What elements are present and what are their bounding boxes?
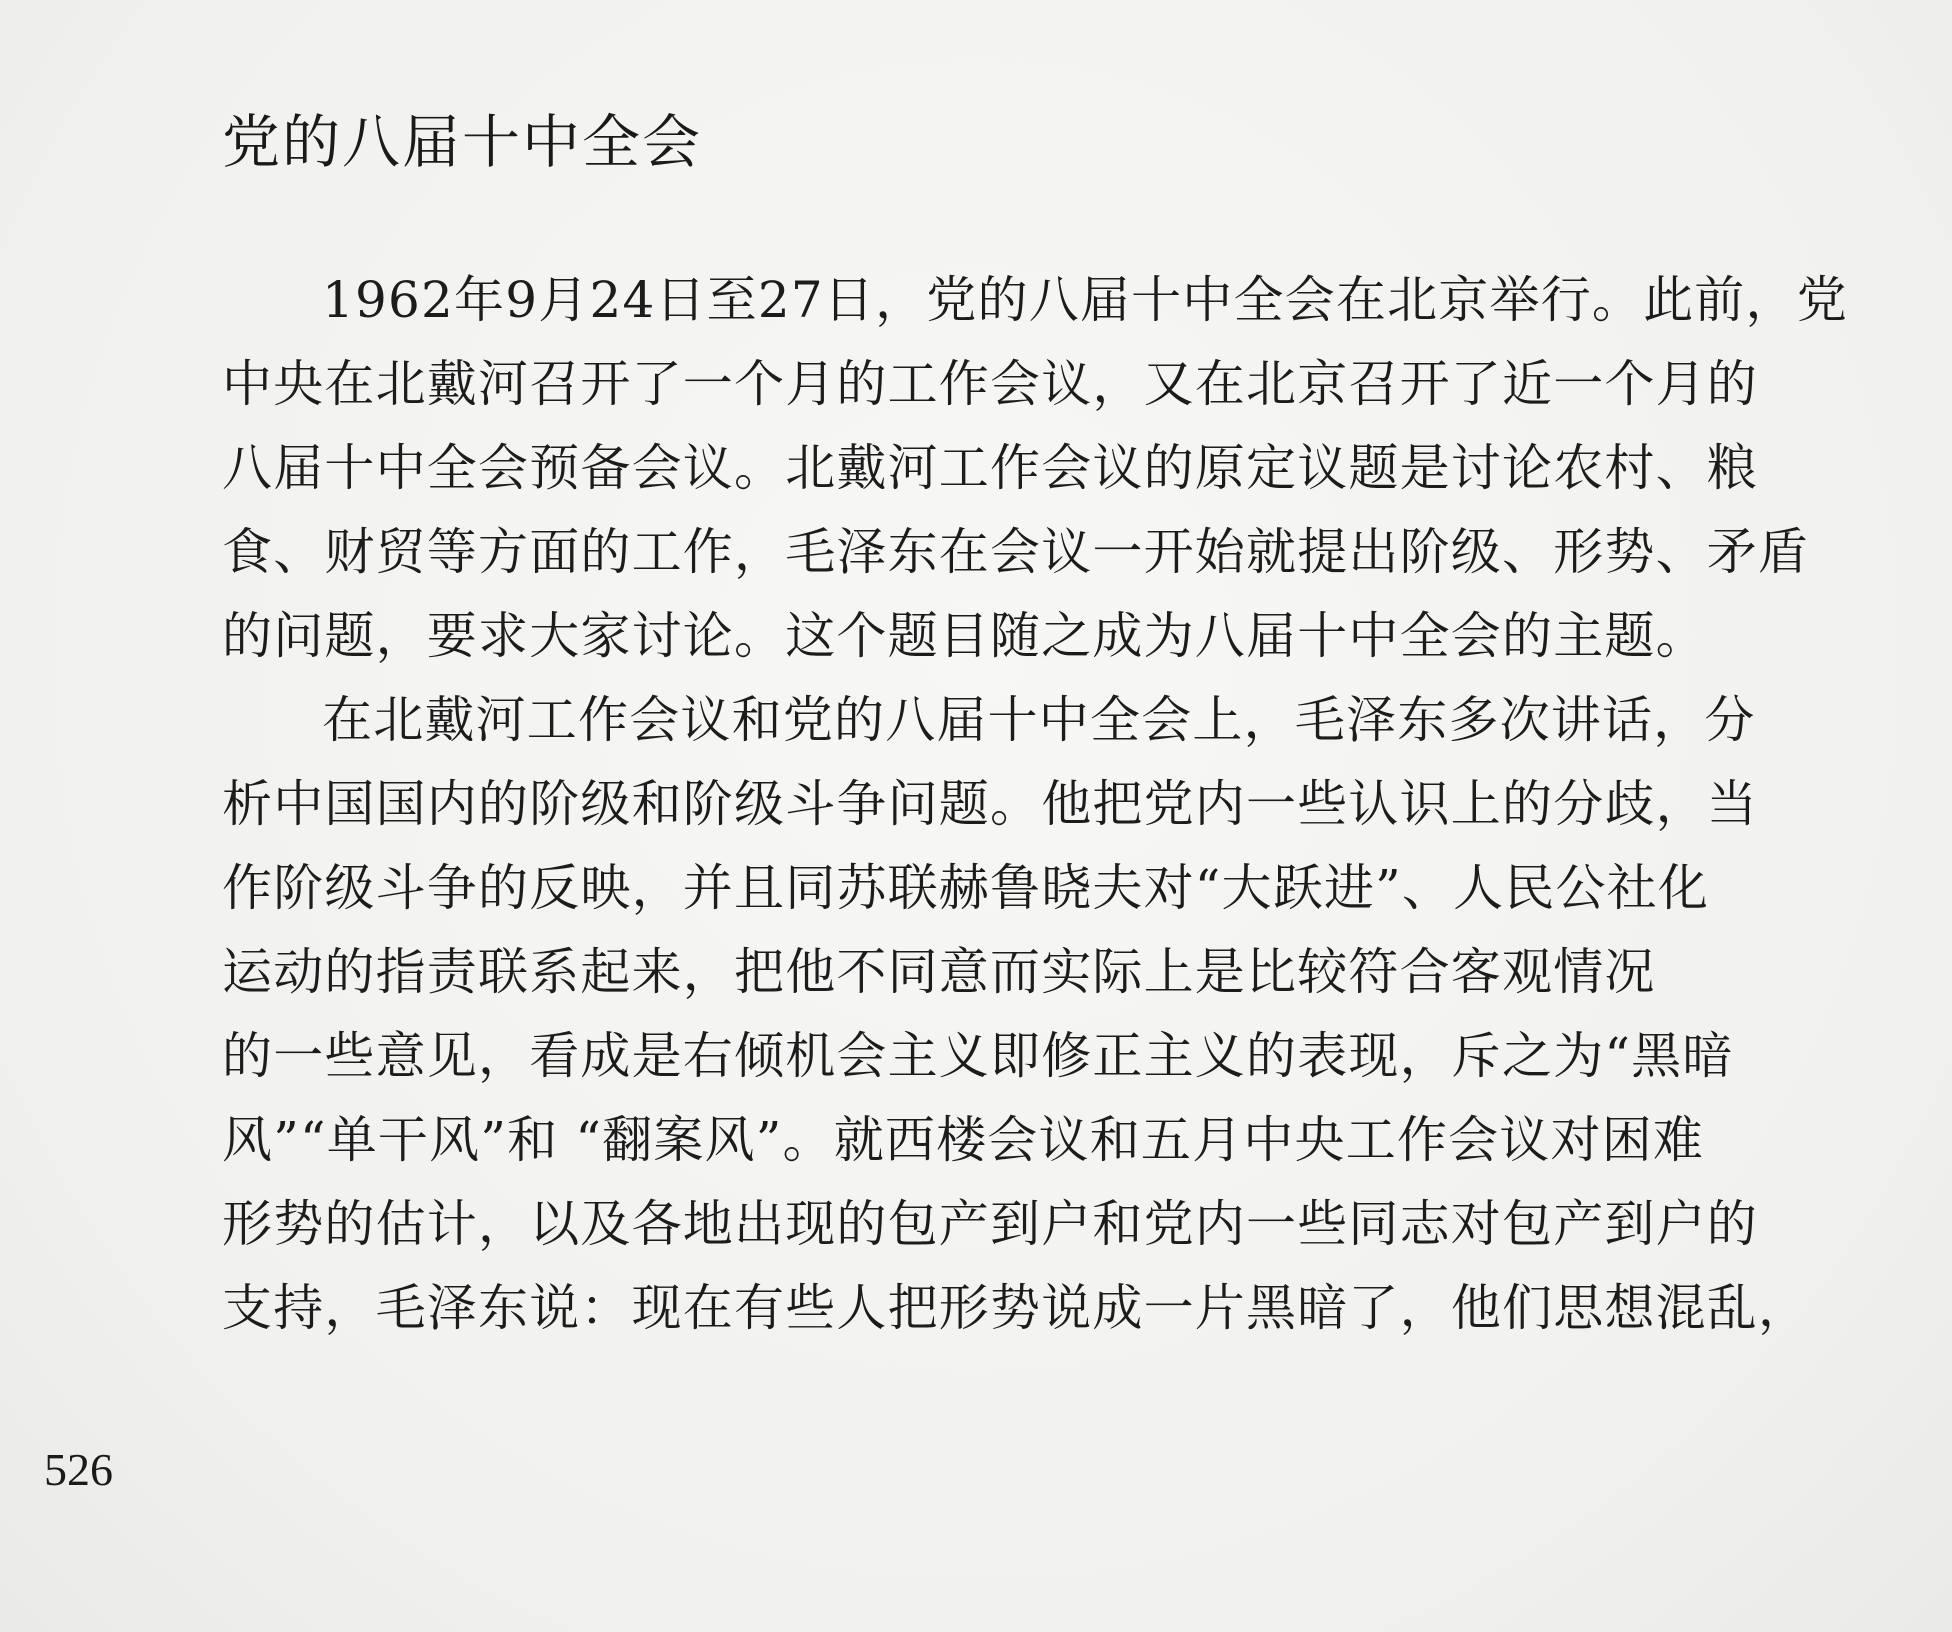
paragraph-2-line-5: 的一些意见，看成是右倾机会主义即修正主义的表现，斥之为“黑暗 [222, 1027, 1734, 1085]
paragraph-2-line-3: 作阶级斗争的反映，并且同苏联赫鲁晓夫对“大跃进”、人民公社化 [222, 859, 1710, 917]
paragraph-2-line-2: 析中国国内的阶级和阶级斗争问题。他把党内一些认识上的分歧，当 [222, 775, 1758, 833]
paragraph-1-line-1: 1962年9月24日至27日，党的八届十中全会在北京举行。此前，党 [322, 271, 1848, 329]
paragraph-2-line-8: 支持，毛泽东说：现在有些人把形势说成一片黑暗了，他们思想混乱， [222, 1279, 1810, 1337]
page-number: 526 [44, 1444, 113, 1495]
section-title: 党的八届十中全会 [222, 108, 703, 176]
body-text [222, 258, 1848, 1350]
paragraph-1-line-2: 中央在北戴河召开了一个月的工作会议，又在北京召开了近一个月的 [222, 355, 1758, 413]
paragraph-1-line-5: 的问题，要求大家讨论。这个题目随之成为八届十中全会的主题。 [222, 607, 1707, 665]
paragraph-2-line-1: 在北戴河工作会议和党的八届十中全会上，毛泽东多次讲话，分 [322, 691, 1756, 749]
paragraph-2-line-4: 运动的指责联系起来，把他不同意而实际上是比较符合客观情况 [222, 943, 1656, 1001]
paragraph-2-line-6: 风”“单干风”和 “翻案风”。就西楼会议和五月中央工作会议对困难 [222, 1111, 1705, 1169]
paragraph-2-line-7: 形势的估计，以及各地出现的包产到户和党内一些同志对包产到户的 [222, 1195, 1758, 1253]
paragraph-1-line-4: 食、财贸等方面的工作，毛泽东在会议一开始就提出阶级、形势、矛盾 [222, 523, 1810, 581]
paragraph-1-line-3: 八届十中全会预备会议。北戴河工作会议的原定议题是讨论农村、粮 [222, 439, 1758, 497]
